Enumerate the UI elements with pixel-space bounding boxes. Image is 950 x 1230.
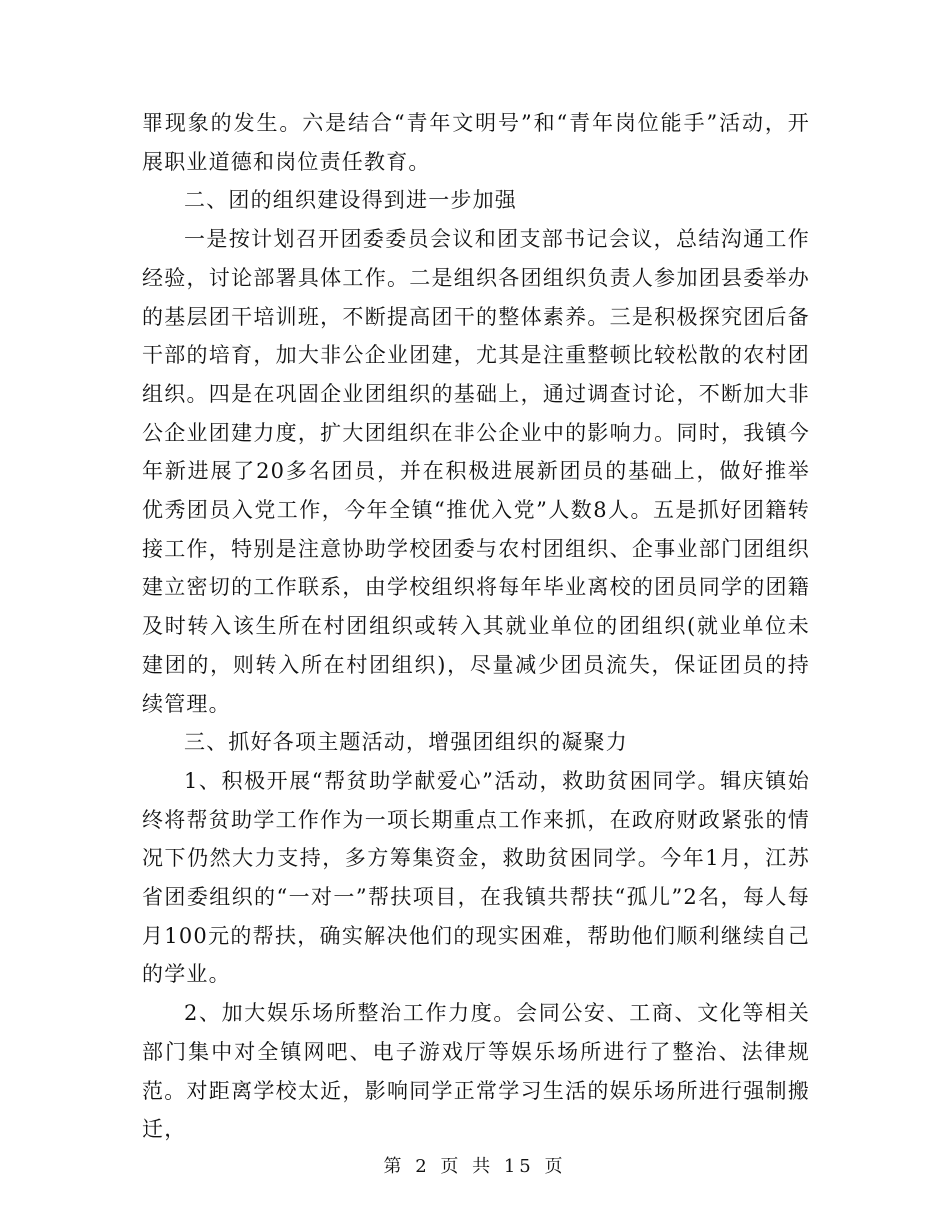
paragraph-entertainment-venues: 2、加大娱乐场所整治工作力度。会同公安、工商、文化等相关部门集中对全镇网吧、电子游戏厅等娱乐场所进行了整治、法律规范。对距离学校太近，影响同学正常学习生活的娱乐场所进行强制搬迁， xyxy=(142,1001,810,1142)
paragraph-poverty-aid: 1、积极开展“帮贫助学献爱心”活动，救助贫困同学。辑庆镇始终将帮贫助学工作作为一项长期重点工作来抓，在政府财政紧张的情况下仍然大力支持，多方筹集资金，救助贫困同学。今年1月，江苏省团委组织的“一对一”帮扶项目，在我镇共帮扶“孤儿”2名，每人每月100元的帮扶，确实解决他们的现实困难，帮助他们顺利继续自己的学业。 xyxy=(142,768,810,987)
paragraph-continuation: 罪现象的发生。六是结合“青年文明号”和“青年岗位能手”活动，开展职业道德和岗位责任教育。 xyxy=(142,111,810,174)
document-body xyxy=(142,104,810,1149)
section-heading-organization: 二、团的组织建设得到进一步加强 xyxy=(184,188,517,213)
page-number-footer: 第 2 页 共 15 页 xyxy=(383,1156,567,1177)
paragraph-organization: 一是按计划召开团委委员会议和团支部书记会议，总结沟通工作经验，讨论部署具体工作。二是组织各团组织负责人参加团县委举办的基层团干培训班，不断提高团干的整体素养。三是积极探究团后备干部的培育，加大非公企业团建，尤其是注重整顿比较松散的农村团组织。四是在巩固企业团组织的基础上，通过调查讨论，不断加大非公企业团建力度，扩大团组织在非公企业中的影响力。同时，我镇今年新进展了20多名团员，并在积极进展新团员的基础上，做好推举优秀团员入党工作，今年全镇“推优入党”人数8人。五是抓好团籍转接工作，特别是注意协助学校团委与农村团组织、企事业部门团组织建立密切的工作联系，由学校组织将每年毕业离校的团员同学的团籍及时转入该生所在村团组织或转入其就业单位的团组织(就业单位未建团的，则转入所在村团组织)，尽量减少团员流失，保证团员的持续管理。 xyxy=(142,227,810,716)
section-heading-activities: 三、抓好各项主题活动，增强团组织的凝聚力 xyxy=(184,730,628,755)
